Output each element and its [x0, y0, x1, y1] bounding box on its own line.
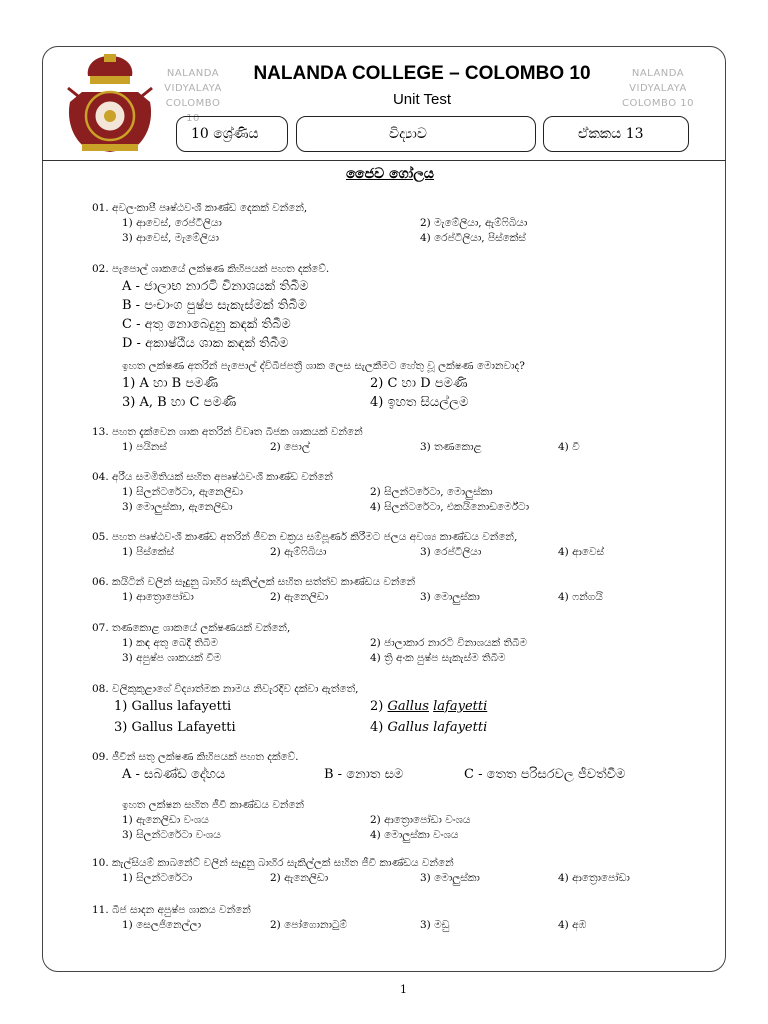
option-2: 2) සිලන්ටරේටා, මොලුස්කා: [370, 486, 493, 498]
question-stem: 04. අරීය සමමිතියක් සහිත අපෘෂ්ඨවංශී කාණ්ඩ වන්නේ: [92, 471, 333, 483]
option-3: 3) Gallus Lafayetti: [114, 720, 236, 735]
question-stem: 05. පහත පෘෂ්ඨවංශී කාණ්ඩ අතරින් ජීවන චක්‍රය සම්පූර්ණ කිරීමට ජලය අවශ්‍ය කාණ්ඩය වන්නේ,: [92, 531, 518, 543]
question-stem: 06. කයිටින් වලින් සෑදුනු බාහිර සැකිල්ලක් සහිත සත්ත්ව කාණ්ඩය වන්නේ: [92, 576, 416, 588]
option-1: 1) ආවෙස්, රෙප්ටීලියා: [122, 217, 222, 229]
option-4: 4) අඹ: [558, 919, 587, 931]
question-stem: 10. කැල්සියම් කාබනේට් වලින් සෑදුනු බාහිර සැකිල්ලක් සහිත ජීවී කාණ්ඩය වන්නේ: [92, 857, 454, 869]
watermark-right: [618, 66, 698, 111]
question-05: [92, 530, 682, 560]
option-4: 4) සිලන්ටරේටා, එකයිනොඩර්මේටා: [370, 501, 530, 513]
question-13: [92, 425, 682, 455]
statement-d: D - අකාෂ්ඨීය ශාක කඳක් තිබීම: [122, 336, 289, 351]
watermark-line: COLOMBO 10: [621, 98, 695, 109]
option-2: 2) ඇනෙලිඩා: [270, 591, 329, 603]
grade-box: 10 ශ්‍රේණිය: [176, 116, 288, 152]
question-stem: 11. බීජ සාදන අපුෂ්ප ශාකය වන්නේ: [92, 904, 251, 916]
option-4: [370, 718, 487, 737]
option-3: 3) අපුෂ්ප ශාකයක් වීම: [122, 652, 222, 664]
option-3: 3) මොලුස්කා: [420, 591, 480, 603]
option-1: 1) පිස්කේස්: [122, 546, 174, 558]
watermark-line: COLOMBO 10: [165, 98, 221, 124]
genus-name: Gallus: [387, 699, 429, 714]
option-1: 1) ආත්‍රොපෝඩා: [122, 591, 194, 603]
option-4: 4) ත්‍රි අංක පුෂ්ප සැකැස්ම තිබීම: [370, 652, 506, 664]
question-stem: 07. තණකොළ ශාකයේ ලක්ෂණයක් වන්නේ,: [92, 622, 291, 634]
statement-a: A - ජාලාභ නාරටි විනාශයක් තිබීම: [122, 279, 309, 294]
statement-a: A - සබණ්ඩ දේහය: [122, 767, 226, 782]
question-11: [92, 903, 682, 933]
question-06: [92, 575, 682, 605]
statement-c: C - තෙත පරිසරවල ජීවත්වීම: [464, 767, 626, 782]
option-4: 4) රෙප්ටීලියා, පිස්කේස්: [420, 232, 526, 244]
option-2: 2) පෝගොනාටුම්: [270, 919, 348, 931]
option-1: 1) කඳ අතු බෙදී තිබීම: [122, 637, 218, 649]
subject-box: විද්‍යාව: [296, 116, 536, 152]
option-3: 3) මඩු: [420, 919, 450, 931]
option-3: 3) රෙප්ටීලියා: [420, 546, 482, 558]
option-2: 2) පොල්: [270, 441, 310, 453]
option-2: 2) මැමේලියා, ඇම්ෆිබියා: [420, 217, 528, 229]
option-3: 3) තණකොළ: [420, 441, 482, 453]
question-09: [92, 750, 682, 843]
statement-b: B - නොත සම: [324, 767, 404, 782]
unit-box: ඒකකය 13: [543, 116, 689, 152]
question-01: [92, 201, 682, 246]
option-number: 2): [370, 699, 388, 714]
option-1: 1) සෙලජිනෙල්ලා: [122, 919, 202, 931]
option-4: 4) ආත්‍රොපෝඩා: [558, 872, 630, 884]
watermark-line: NALANDA: [631, 68, 685, 79]
question-04: [92, 470, 682, 515]
watermark-line: VIDYALAYA: [629, 83, 687, 94]
statement-c: C - අතු නොබෙදුනු කඳක් තිබීම: [122, 317, 291, 332]
option-2: 2) ජාලාකාර නාරටි විනාශයක් තිබීම: [370, 637, 528, 649]
option-3: 3) සිලන්ටරේටා වංශය: [122, 829, 221, 841]
question-stem-2: ඉහත ලක්ෂණ අතරින් පැපොල් ද්විබීජපත්‍රී ශාක ලෙස සැලකීමට හේතු වූ ලක්ෂණ මොනවාද?: [122, 360, 525, 372]
option-1: 1) Gallus lafayetti: [114, 699, 232, 714]
watermark-line: NALANDA: [166, 68, 220, 79]
question-02: [92, 262, 682, 412]
option-2: 2) ඇනෙලිඩා: [270, 872, 329, 884]
option-1: 1) ඇනෙලිඩා වංශය: [122, 814, 209, 826]
scientific-name: Gallus lafayetti: [387, 720, 488, 735]
question-10: [92, 856, 682, 886]
option-1: 1) සිලන්ටරේටා, ඇනෙලිඩා: [122, 486, 243, 498]
option-3: 3) මොලුස්කා: [420, 872, 480, 884]
watermark-line: VIDYALAYA: [164, 83, 222, 94]
option-3: 3) මොලුස්කා, ඇනෙලිඩා: [122, 501, 233, 513]
species-name: lafayetti: [433, 699, 488, 714]
question-08: [92, 682, 682, 737]
option-3: 3) A, B හා C පමණි: [122, 395, 237, 410]
option-4: 4) ෆන්ගයි: [558, 591, 603, 603]
statement-b: B - පංචාංග පුෂ්ප සැකැස්මක් තිබීම: [122, 298, 307, 313]
option-number: 4): [370, 720, 388, 735]
option-3: 3) ආවෙස්, මැමේලියා: [122, 232, 219, 244]
question-stem: 09. ජීවීන් සතු ලක්ෂණ කිහිපයක් පහත දක්වේ.: [92, 751, 299, 763]
topic-heading: ජෛව ගෝලය: [346, 166, 434, 182]
option-2: 2) ඇම්ෆිබියා: [270, 546, 327, 558]
option-4: 4) ඉහත සියල්ලම: [370, 395, 469, 410]
option-2: 2) C හා D පමණි: [370, 376, 468, 391]
page-number: 1: [400, 983, 407, 996]
question-stem-2: ඉහත ලක්ෂන සහිත ජීවී කාණ්ඩය වන්නේ: [122, 799, 305, 811]
option-4: 4) මොලුස්කා වංශය: [370, 829, 459, 841]
college-crest-logo: [64, 52, 156, 154]
test-subtitle: Unit Test: [392, 91, 452, 108]
question-stem: 01. අවලංකාපී පෘෂ්ඨවංශී කාණ්ඩ දෙකක් වන්නේ,: [92, 202, 308, 214]
header-divider: [42, 160, 726, 161]
option-2: 2) ආත්‍රොපෝඩා වංශය: [370, 814, 471, 826]
option-4: 4) ආවෙස්: [558, 546, 605, 558]
college-title: NALANDA COLLEGE – COLOMBO 10: [253, 63, 591, 84]
question-07: [92, 621, 682, 666]
option-1: 1) A හා B පමණි: [122, 376, 219, 391]
question-stem: 08. වලිකුකුළාගේ විද්‍යාත්මක නාමය නිවැරදිව දක්වා ඇත්තේ,: [92, 683, 359, 695]
question-stem: 02. පැපොල් ශාකයේ ලක්ෂණ කිහිපයක් පහත දක්වේ.: [92, 263, 330, 275]
option-1: 1) සිලන්ටරේටා: [122, 872, 193, 884]
option-1: 1) පයිනස්: [122, 441, 167, 453]
option-4: 4) වී: [558, 441, 580, 453]
question-stem: 13. පහත දැක්වෙන ශාක අතරින් විවෘත බීජක ශාකයක් වන්නේ: [92, 426, 363, 438]
option-2: [370, 697, 487, 716]
